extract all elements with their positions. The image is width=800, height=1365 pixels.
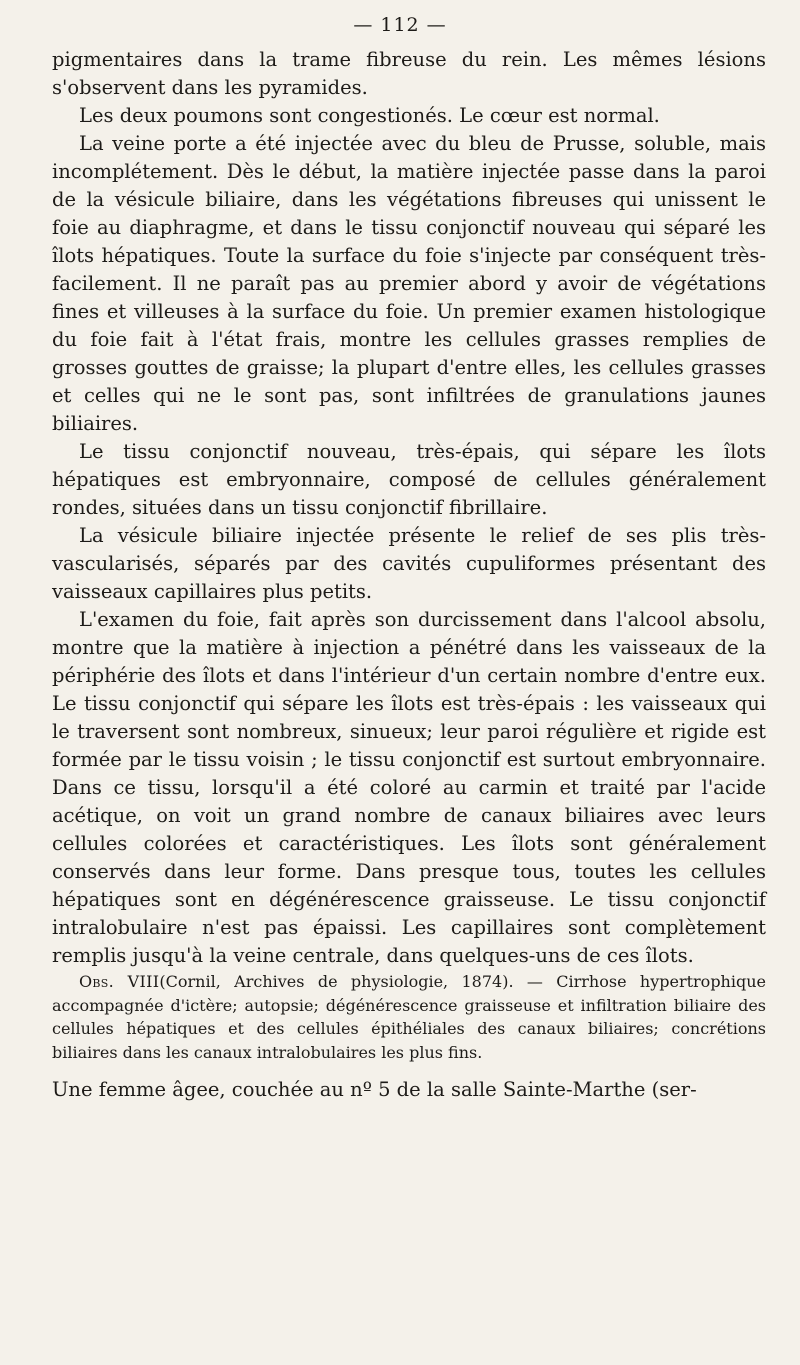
- body-text: [52, 46, 766, 1104]
- observation-label: Obs. VIII: [79, 972, 160, 991]
- paragraph-3: La veine porte a été injectée avec du bleu de Prusse, soluble, mais incomplétement. Dès le début, la matière injectée passe dans la paroi de la vésicule biliaire, dans les végétations fibreuses qui unissent le foie au diaphragme, et dans le tissu conjonctif nouveau qui séparé les îlots hépatiques. Toute la surface du foie s'injecte par conséquent très-facilement. Il ne paraît pas au premier abord y avoir de végétations fines et villeuses à la surface du foie. Un premier examen histologique du foie fait à l'état frais, montre les cellules grasses remplies de grosses gouttes de graisse; la plupart d'entre elles, les cellules grasses et celles qui ne le sont pas, sont infiltrées de granulations jaunes biliaires.: [52, 132, 766, 435]
- paragraph-4: Le tissu conjonctif nouveau, très-épais, qui sépare les îlots hépatiques est embryonnaire, composé de cellules généralement rondes, situées dans un tissu conjonctif fibrillaire.: [52, 440, 766, 519]
- paragraph-5: La vésicule biliaire injectée présente le relief de ses plis très-vascularisés, séparés par des cavités cupuliformes présentant des vaisseaux capillaires plus petits.: [52, 524, 766, 603]
- paragraph-6: L'examen du foie, fait après son durcissement dans l'alcool absolu, montre que la matière à injection a pénétré dans les vaisseaux de la périphérie des îlots et dans l'intérieur d'un certain nombre d'entre eux. Le tissu conjonctif qui sépare les îlots est très-épais : les vaisseaux qui le traversent sont nombreux, sinueux; leur paroi régulière et rigide est formée par le tissu voisin ; le tissu conjonctif est surtout embryonnaire. Dans ce tissu, lorsqu'il a été coloré au carmin et traité par l'acide acétique, on voit un grand nombre de canaux biliaires avec leurs cellules colorées et caractéristiques. Les îlots sont généralement conservés dans leur forme. Dans presque tous, toutes les cellules hépatiques sont en dégénérescence graisseuse. Le tissu conjonctif intralobulaire n'est pas épaissi. Les capillaires sont complètement remplis jusqu'à la veine centrale, dans quelques-uns de ces îlots.: [52, 608, 766, 967]
- final-line: Une femme âgee, couchée au nº 5 de la salle Sainte-Marthe (ser-: [52, 1078, 697, 1101]
- observation-note: [52, 970, 766, 1064]
- observation-text: (Cornil, Archives de physiologie, 1874). — Cirrhose hypertrophique accompagnée d'ictère; autopsie; dégénérescence graisseuse et infiltration biliaire des cellules hépatiques et des cellules épithéliales des canaux biliaires; concrétions biliaires dans les canaux intralobulaires les plus fins.: [52, 972, 766, 1062]
- paragraph-2: Les deux poumons sont congestionés. Le cœur est normal.: [79, 104, 660, 127]
- page-number: — 112 —: [353, 14, 447, 36]
- paragraph-1: pigmentaires dans la trame fibreuse du rein. Les mêmes lésions s'observent dans les pyramides.: [52, 48, 766, 99]
